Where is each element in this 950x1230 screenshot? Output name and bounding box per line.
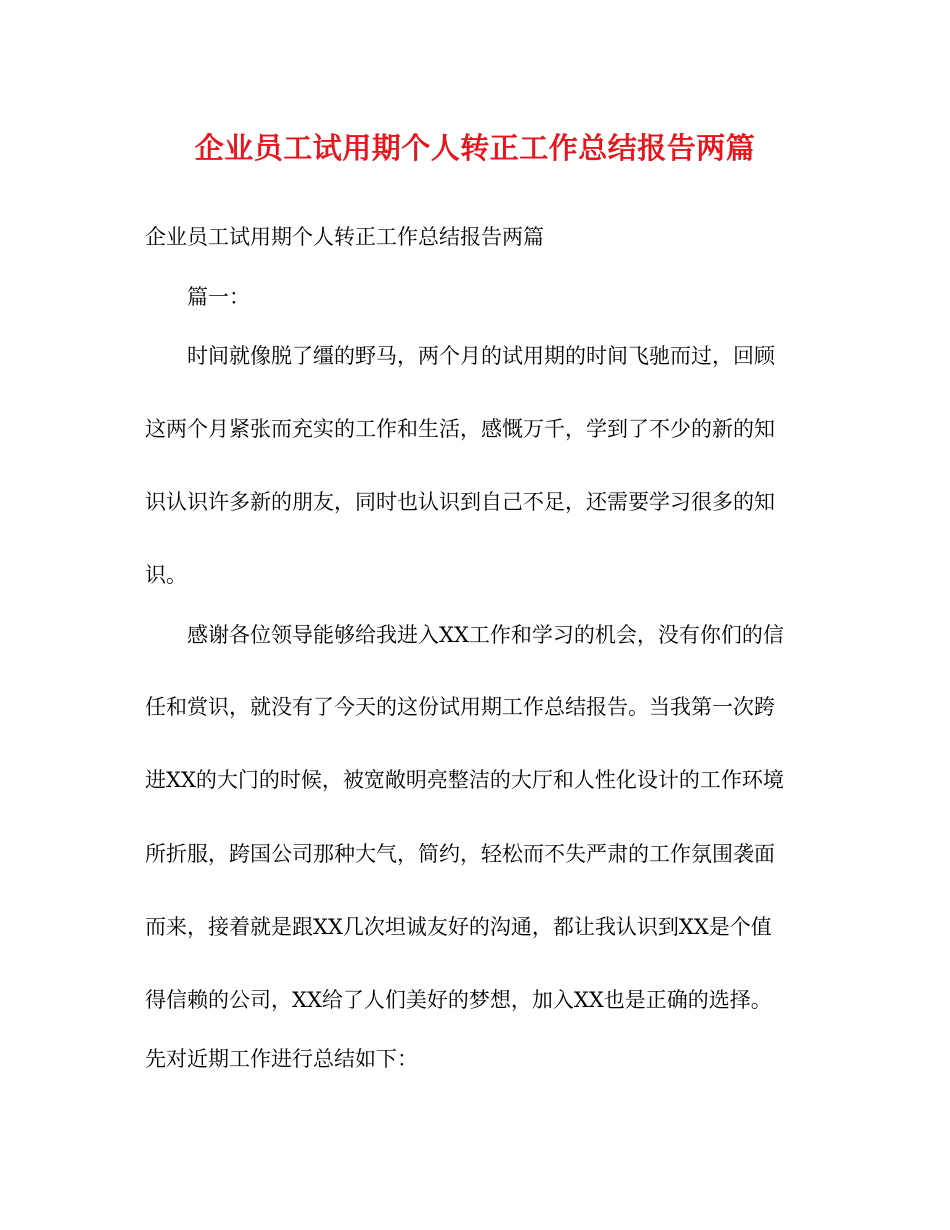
paragraph-line: 感谢各位领导能够给我进入XX工作和学习的机会，没有你们的信 bbox=[187, 623, 784, 647]
subtitle-line: 企业员工试用期个人转正工作总结报告两篇 bbox=[145, 225, 544, 249]
document-title: 企业员工试用期个人转正工作总结报告两篇 bbox=[194, 131, 756, 165]
section-heading: 篇一： bbox=[187, 285, 250, 309]
paragraph-line: 所折服，跨国公司那种大气，简约，轻松而不失严肃的工作氛围袭面 bbox=[145, 842, 775, 866]
paragraph-line: 时间就像脱了缰的野马，两个月的试用期的时间飞驰而过，回顾 bbox=[187, 344, 775, 368]
paragraph-line: 识认识许多新的朋友，同时也认识到自己不足，还需要学习很多的知 bbox=[145, 490, 775, 514]
paragraph-line: 识。 bbox=[145, 563, 187, 587]
paragraph-line: 得信赖的公司，XX给了人们美好的梦想，加入XX也是正确的选择。 bbox=[145, 988, 772, 1012]
paragraph-line: 任和赏识，就没有了今天的这份试用期工作总结报告。当我第一次跨 bbox=[145, 695, 775, 719]
paragraph-line: 先对近期工作进行总结如下： bbox=[145, 1047, 418, 1071]
paragraph-line: 而来，接着就是跟XX几次坦诚友好的沟通，都让我认识到XX是个值 bbox=[145, 915, 772, 939]
paragraph-line: 进XX的大门的时候，被宽敞明亮整洁的大厅和人性化设计的工作环境 bbox=[145, 768, 784, 792]
paragraph-line: 这两个月紧张而充实的工作和生活，感慨万千，学到了不少的新的知 bbox=[145, 417, 775, 441]
